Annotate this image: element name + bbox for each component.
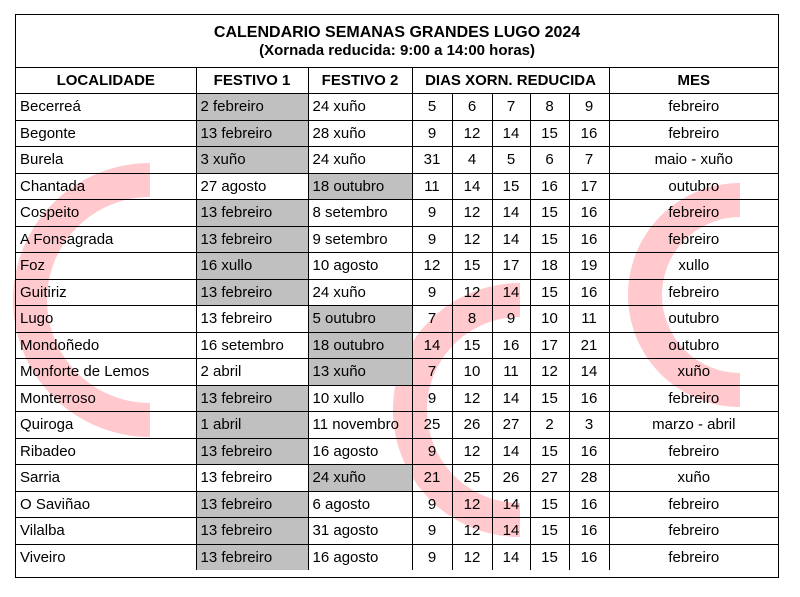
dia-cell: 14 [412, 332, 452, 359]
mes-cell: febreiro [609, 518, 778, 545]
table-row [16, 359, 778, 386]
mes-cell: outubro [609, 173, 778, 200]
mes-cell: xuño [609, 359, 778, 386]
festivo-1-cell: 2 abril [196, 359, 308, 386]
festivo-1-cell: 13 febreiro [196, 226, 308, 253]
dia-cell: 26 [492, 465, 530, 492]
dia-cell: 12 [452, 279, 492, 306]
festivo-2-cell: 10 xullo [308, 385, 412, 412]
localidade-cell: Lugo [16, 306, 196, 333]
dia-cell: 25 [412, 412, 452, 439]
dia-cell: 6 [530, 147, 569, 174]
table-row [16, 120, 778, 147]
dia-cell: 15 [530, 200, 569, 227]
dia-cell: 9 [412, 491, 452, 518]
dia-cell: 12 [412, 253, 452, 280]
dia-cell: 18 [530, 253, 569, 280]
festivo-1-cell: 13 febreiro [196, 306, 308, 333]
dia-cell: 14 [492, 226, 530, 253]
dia-cell: 15 [530, 279, 569, 306]
table-row [16, 412, 778, 439]
localidade-cell: Vilalba [16, 518, 196, 545]
festivo-2-cell: 24 xuño [308, 94, 412, 121]
localidade-cell: Monterroso [16, 385, 196, 412]
localidade-cell: Mondoñedo [16, 332, 196, 359]
dia-cell: 11 [569, 306, 609, 333]
dia-cell: 21 [412, 465, 452, 492]
dia-cell: 10 [452, 359, 492, 386]
dia-cell: 14 [492, 200, 530, 227]
table-row [16, 518, 778, 545]
header-row [16, 68, 778, 94]
table-row [16, 544, 778, 570]
festivo-1-cell: 16 setembro [196, 332, 308, 359]
dia-cell: 6 [452, 94, 492, 121]
festivo-1-cell: 13 febreiro [196, 120, 308, 147]
dia-cell: 16 [569, 518, 609, 545]
table-row [16, 438, 778, 465]
dia-cell: 17 [492, 253, 530, 280]
dia-cell: 4 [452, 147, 492, 174]
localidade-cell: Sarria [16, 465, 196, 492]
dia-cell: 11 [492, 359, 530, 386]
dia-cell: 7 [412, 306, 452, 333]
mes-cell: febreiro [609, 544, 778, 570]
festivo-2-cell: 13 xuño [308, 359, 412, 386]
festivo-2-cell: 24 xuño [308, 279, 412, 306]
dia-cell: 12 [452, 518, 492, 545]
localidade-cell: Burela [16, 147, 196, 174]
dia-cell: 15 [530, 518, 569, 545]
dia-cell: 12 [452, 226, 492, 253]
localidade-cell: O Saviñao [16, 491, 196, 518]
dia-cell: 12 [452, 200, 492, 227]
dia-cell: 9 [492, 306, 530, 333]
festivo-1-cell: 13 febreiro [196, 279, 308, 306]
dia-cell: 26 [452, 412, 492, 439]
dia-cell: 12 [452, 120, 492, 147]
dia-cell: 9 [412, 385, 452, 412]
dia-cell: 15 [452, 332, 492, 359]
mes-cell: febreiro [609, 491, 778, 518]
localidade-cell: Begonte [16, 120, 196, 147]
mes-cell: febreiro [609, 279, 778, 306]
table-row [16, 200, 778, 227]
festivo-1-cell: 13 febreiro [196, 200, 308, 227]
mes-cell: marzo - abril [609, 412, 778, 439]
table-row [16, 147, 778, 174]
table-row [16, 226, 778, 253]
festivo-1-cell: 27 agosto [196, 173, 308, 200]
festivo-2-cell: 16 agosto [308, 438, 412, 465]
festivo-2-cell: 24 xuño [308, 465, 412, 492]
festivo-1-cell: 16 xullo [196, 253, 308, 280]
mes-cell: febreiro [609, 94, 778, 121]
dia-cell: 16 [569, 438, 609, 465]
dia-cell: 5 [412, 94, 452, 121]
dia-cell: 17 [569, 173, 609, 200]
dia-cell: 14 [492, 491, 530, 518]
dia-cell: 7 [412, 359, 452, 386]
festivo-1-cell: 13 febreiro [196, 518, 308, 545]
dia-cell: 11 [412, 173, 452, 200]
dia-cell: 15 [452, 253, 492, 280]
table-row [16, 253, 778, 280]
dia-cell: 12 [530, 359, 569, 386]
dia-cell: 16 [569, 120, 609, 147]
festivo-2-cell: 11 novembro [308, 412, 412, 439]
dia-cell: 31 [412, 147, 452, 174]
table-row [16, 491, 778, 518]
dia-cell: 15 [530, 491, 569, 518]
localidade-cell: Ribadeo [16, 438, 196, 465]
festivo-1-cell: 3 xuño [196, 147, 308, 174]
dia-cell: 14 [492, 518, 530, 545]
table-row [16, 279, 778, 306]
festivo-2-cell: 5 outubro [308, 306, 412, 333]
festivo-2-cell: 9 setembro [308, 226, 412, 253]
dia-cell: 9 [412, 279, 452, 306]
localidade-cell: Foz [16, 253, 196, 280]
festivo-1-cell: 1 abril [196, 412, 308, 439]
header-festivo-1: FESTIVO 1 [196, 68, 308, 94]
dia-cell: 27 [492, 412, 530, 439]
festivo-2-cell: 18 outubro [308, 173, 412, 200]
dia-cell: 12 [452, 438, 492, 465]
title-row [16, 15, 778, 68]
table-row [16, 465, 778, 492]
localidade-cell: Monforte de Lemos [16, 359, 196, 386]
mes-cell: febreiro [609, 385, 778, 412]
dia-cell: 7 [492, 94, 530, 121]
header-mes: MES [609, 68, 778, 94]
mes-cell: febreiro [609, 120, 778, 147]
dia-cell: 2 [530, 412, 569, 439]
localidade-cell: Chantada [16, 173, 196, 200]
localidade-cell: Quiroga [16, 412, 196, 439]
table-row [16, 306, 778, 333]
dia-cell: 15 [530, 385, 569, 412]
dia-cell: 8 [452, 306, 492, 333]
festivo-1-cell: 13 febreiro [196, 544, 308, 570]
dia-cell: 16 [492, 332, 530, 359]
mes-cell: maio - xuño [609, 147, 778, 174]
dia-cell: 9 [412, 544, 452, 570]
mes-cell: febreiro [609, 226, 778, 253]
table-row [16, 385, 778, 412]
dia-cell: 19 [569, 253, 609, 280]
dia-cell: 16 [569, 491, 609, 518]
festivo-2-cell: 8 setembro [308, 200, 412, 227]
dia-cell: 12 [452, 544, 492, 570]
dia-cell: 12 [452, 491, 492, 518]
dia-cell: 16 [569, 279, 609, 306]
festivo-2-cell: 10 agosto [308, 253, 412, 280]
dia-cell: 9 [412, 226, 452, 253]
festivo-2-cell: 6 agosto [308, 491, 412, 518]
dia-cell: 9 [569, 94, 609, 121]
dia-cell: 9 [412, 438, 452, 465]
dia-cell: 16 [569, 200, 609, 227]
page-subtitle: (Xornada reducida: 9:00 a 14:00 horas) [259, 41, 536, 59]
dia-cell: 15 [530, 226, 569, 253]
dia-cell: 9 [412, 120, 452, 147]
localidade-cell: A Fonsagrada [16, 226, 196, 253]
dia-cell: 16 [569, 226, 609, 253]
festivo-2-cell: 18 outubro [308, 332, 412, 359]
festivo-1-cell: 13 febreiro [196, 438, 308, 465]
dia-cell: 14 [492, 120, 530, 147]
dia-cell: 17 [530, 332, 569, 359]
table-row [16, 94, 778, 121]
localidade-cell: Becerreá [16, 94, 196, 121]
dia-cell: 14 [492, 279, 530, 306]
mes-cell: outubro [609, 332, 778, 359]
localidade-cell: Viveiro [16, 544, 196, 570]
festivo-1-cell: 13 febreiro [196, 491, 308, 518]
table-row [16, 173, 778, 200]
dia-cell: 3 [569, 412, 609, 439]
dia-cell: 16 [569, 544, 609, 570]
dia-cell: 25 [452, 465, 492, 492]
dia-cell: 15 [530, 544, 569, 570]
dia-cell: 10 [530, 306, 569, 333]
dia-cell: 27 [530, 465, 569, 492]
mes-cell: xuño [609, 465, 778, 492]
dia-cell: 14 [492, 544, 530, 570]
dia-cell: 28 [569, 465, 609, 492]
header-festivo-2: FESTIVO 2 [308, 68, 412, 94]
dia-cell: 15 [492, 173, 530, 200]
dia-cell: 21 [569, 332, 609, 359]
mes-cell: outubro [609, 306, 778, 333]
calendar-table [16, 15, 778, 570]
dia-cell: 5 [492, 147, 530, 174]
dia-cell: 8 [530, 94, 569, 121]
header-dias-xornada: DIAS XORN. REDUCIDA [412, 68, 609, 94]
calendar-sheet [15, 14, 779, 578]
dia-cell: 7 [569, 147, 609, 174]
localidade-cell: Guitiriz [16, 279, 196, 306]
dia-cell: 14 [492, 438, 530, 465]
mes-cell: febreiro [609, 200, 778, 227]
festivo-2-cell: 28 xuño [308, 120, 412, 147]
header-localidade: LOCALIDADE [16, 68, 196, 94]
dia-cell: 12 [452, 385, 492, 412]
festivo-2-cell: 31 agosto [308, 518, 412, 545]
dia-cell: 15 [530, 438, 569, 465]
festivo-1-cell: 2 febreiro [196, 94, 308, 121]
localidade-cell: Cospeito [16, 200, 196, 227]
dia-cell: 14 [569, 359, 609, 386]
dia-cell: 9 [412, 200, 452, 227]
festivo-1-cell: 13 febreiro [196, 465, 308, 492]
dia-cell: 16 [569, 385, 609, 412]
festivo-2-cell: 24 xuño [308, 147, 412, 174]
mes-cell: febreiro [609, 438, 778, 465]
festivo-1-cell: 13 febreiro [196, 385, 308, 412]
dia-cell: 9 [412, 518, 452, 545]
festivo-2-cell: 16 agosto [308, 544, 412, 570]
title-cell [16, 15, 778, 68]
page-title: CALENDARIO SEMANAS GRANDES LUGO 2024 [213, 23, 581, 41]
mes-cell: xullo [609, 253, 778, 280]
dia-cell: 15 [530, 120, 569, 147]
table-row [16, 332, 778, 359]
dia-cell: 14 [452, 173, 492, 200]
dia-cell: 14 [492, 385, 530, 412]
dia-cell: 16 [530, 173, 569, 200]
